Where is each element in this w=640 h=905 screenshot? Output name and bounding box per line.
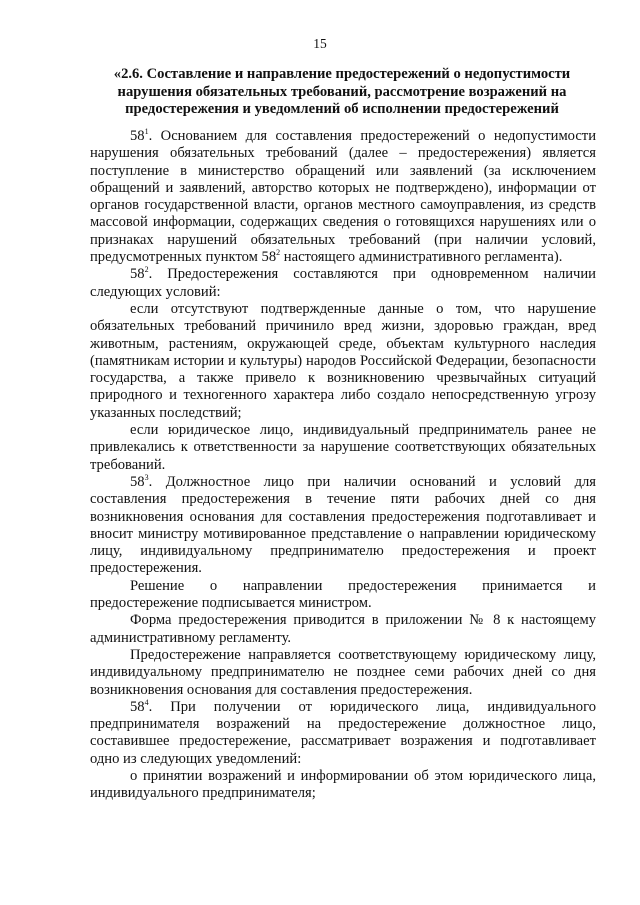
notice-acceptance: о принятии возражений и информировании об этом юридического лица, индивидуального предпринимателя;	[90, 767, 596, 802]
paragraph-decision: Решение о направлении предостережения принимается и предостережение подписывается министром.	[90, 577, 596, 612]
paragraph-58-2: $58^2$. Предостережения составляются при одновременном наличии следующих условий:	[90, 265, 596, 300]
page-number: 15	[313, 36, 327, 51]
condition-no-harm: если отсутствуют подтвержденные данные о том, что нарушение обязательных требований причинило вред жизни, здоровью граждан, вред животным, растениям, окружающей среде, объектам культурного наследия (памятникам истории и культуры) народов Российской Федерации, безопасности государства, а также привело к возникновению чрезвычайных ситуаций природного и техногенного характера либо создало непосредственную угрозу указанных последствий;	[90, 300, 596, 421]
paragraph-58-4: $58^4$. При получении от юридического лица, индивидуального предпринимателя возражений на предостережение должностное лицо, составившее предостережение, рассматривает возражения и подготавливает одно из следующих уведомлений:	[90, 697, 596, 767]
body-text	[90, 128, 596, 803]
paragraph-form: Форма предостережения приводится в приложении № 8 к настоящему административному регламенту.	[90, 612, 596, 646]
paragraph-58-1: $58^1$. Основанием для составления предостережений о недопустимости нарушения обязательных требований (далее – предостережения) является поступление в министерство обращений или заявлений (за исключением обращений и заявлений, авторство которых не подтверждено), информации от органов государственной власти, органов местного самоуправления, из средств массовой информации, содержащих сведения о готовящихся нарушениях или о признаках нарушений обязательных требований (при наличии условий, предусмотренных пунктом $58^2$ настоящего административного регламента).	[90, 127, 596, 266]
paragraph-58-3: $58^3$. Должностное лицо при наличии оснований и условий для составления предостережения в течение пяти рабочих дней со дня возникновения основания для составления предостережения подготавливает и вносит министру мотивированное представление о направлении юридическому лицу, индивидуальному предпринимателю предостережения и проект предостережения.	[90, 473, 596, 577]
paragraph-sending: Предостережение направляется соответствующему юридическому лицу, индивидуальному предпринимателю не позднее семи рабочих дней со дня возникновения основания для составления предостережения.	[90, 646, 596, 698]
section-heading: «2.6. Составление и направление предостережений о недопустимости нарушения обязательных требований, рассмотрение возражений на предостережения и уведомлений об исполнении предостережений	[113, 66, 571, 117]
condition-no-liability: если юридическое лицо, индивидуальный предприниматель ранее не привлекались к ответственности за нарушение соответствующих обязательных требований.	[90, 422, 596, 473]
